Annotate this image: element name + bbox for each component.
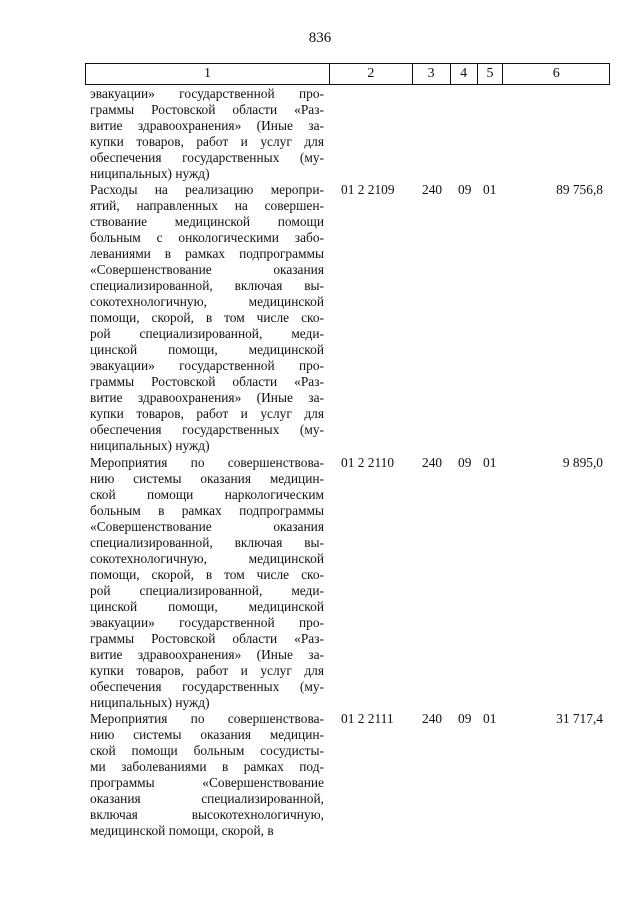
description-line: граммы Ростовской области «Раз- — [90, 631, 324, 646]
description-line: цинской помощи, медицинской — [90, 599, 324, 614]
row-description — [90, 455, 324, 711]
description-line: эвакуации» государственной про- — [90, 615, 324, 630]
header-col-3: 3 — [413, 64, 451, 84]
table-header — [85, 63, 610, 85]
section-code: 09 — [458, 711, 472, 726]
expense-type-code: 240 — [422, 182, 443, 197]
section-code: 09 — [458, 455, 472, 470]
description-line: цинской помощи, медицинской — [90, 342, 324, 357]
description-line: нию системы оказания медицин- — [90, 727, 324, 742]
description-line: ской помощи больным сосудисты- — [90, 743, 324, 758]
description-line: медицинской помощи, скорой, в — [90, 823, 274, 838]
page-number: 836 — [308, 30, 332, 46]
description-line: витие здравоохранения» (Иные за- — [90, 118, 324, 133]
description-line: купки товаров, работ и услуг для — [90, 663, 324, 678]
description-line: больным с онкологическими забо- — [90, 230, 324, 245]
expense-type-code: 240 — [422, 711, 443, 726]
description-line: обеспечения государственных (му- — [90, 422, 324, 437]
description-line: больным в рамках подпрограммы — [90, 503, 324, 518]
expense-type-code: 240 — [422, 455, 443, 470]
description-line: купки товаров, работ и услуг для — [90, 134, 324, 149]
header-col-2: 2 — [330, 64, 413, 84]
description-line: помощи, скорой, в том числе ско- — [90, 310, 324, 325]
description-line: рой специализированной, меди- — [90, 583, 324, 598]
row-description — [90, 182, 324, 454]
description-line: обеспечения государственных (му- — [90, 679, 324, 694]
description-line: сокотехнологичную, медицинской — [90, 551, 324, 566]
description-line: нию системы оказания медицин- — [90, 471, 324, 486]
subsection-code: 01 — [483, 182, 497, 197]
description-line: «Совершенствование оказания — [90, 519, 324, 534]
description-line: специализированной, включая вы- — [90, 535, 324, 550]
description-line: рой специализированной, меди- — [90, 326, 324, 341]
description-line: Расходы на реализацию меропри- — [90, 182, 324, 197]
description-line: ниципальных) нужд) — [90, 166, 210, 181]
description-line: купки товаров, работ и услуг для — [90, 406, 324, 421]
target-article-code: 01 2 2111 — [341, 711, 394, 726]
description-line: «Совершенствование оказания — [90, 262, 324, 277]
description-line: специализированной, включая вы- — [90, 278, 324, 293]
header-col-4: 4 — [451, 64, 478, 84]
description-line: ской помощи наркологическим — [90, 487, 324, 502]
description-line: ми заболеваниями в рамках под- — [90, 759, 324, 774]
subsection-code: 01 — [483, 455, 497, 470]
description-line: витие здравоохранения» (Иные за- — [90, 647, 324, 662]
description-line: включая высокотехнологичную, — [90, 807, 324, 822]
description-line: Мероприятия по совершенствова- — [90, 455, 324, 470]
description-line: оказания специализированной, — [90, 791, 324, 806]
description-line: ствование медицинской помощи — [90, 214, 324, 229]
description-line: эвакуации» государственной про- — [90, 86, 324, 101]
amount: 31 717,4 — [556, 711, 603, 726]
description-line: витие здравоохранения» (Иные за- — [90, 390, 324, 405]
description-line: ниципальных) нужд) — [90, 438, 210, 453]
amount: 89 756,8 — [556, 182, 603, 197]
target-article-code: 01 2 2109 — [341, 182, 395, 197]
description-line: граммы Ростовской области «Раз- — [90, 102, 324, 117]
header-col-6: 6 — [552, 66, 560, 81]
description-line: обеспечения государственных (му- — [90, 150, 324, 165]
description-line: сокотехнологичную, медицинской — [90, 294, 324, 309]
description-line: эвакуации» государственной про- — [90, 358, 324, 373]
target-article-code: 01 2 2110 — [341, 455, 395, 470]
row-description — [90, 86, 324, 182]
description-line: программы «Совершенствование — [90, 775, 324, 790]
subsection-code: 01 — [483, 711, 497, 726]
amount: 9 895,0 — [562, 455, 603, 470]
description-line: ниципальных) нужд) — [90, 695, 210, 710]
header-col-5: 5 — [478, 64, 504, 84]
description-line: Мероприятия по совершенствова- — [90, 711, 324, 726]
description-line: помощи, скорой, в том числе ско- — [90, 567, 324, 582]
description-line: граммы Ростовской области «Раз- — [90, 374, 324, 389]
description-line: ятий, направленных на совершен- — [90, 198, 324, 213]
description-line: леваниями в рамках подпрограммы — [90, 246, 324, 261]
section-code: 09 — [458, 182, 472, 197]
header-col-1: 1 — [86, 64, 330, 84]
row-description — [90, 711, 324, 839]
